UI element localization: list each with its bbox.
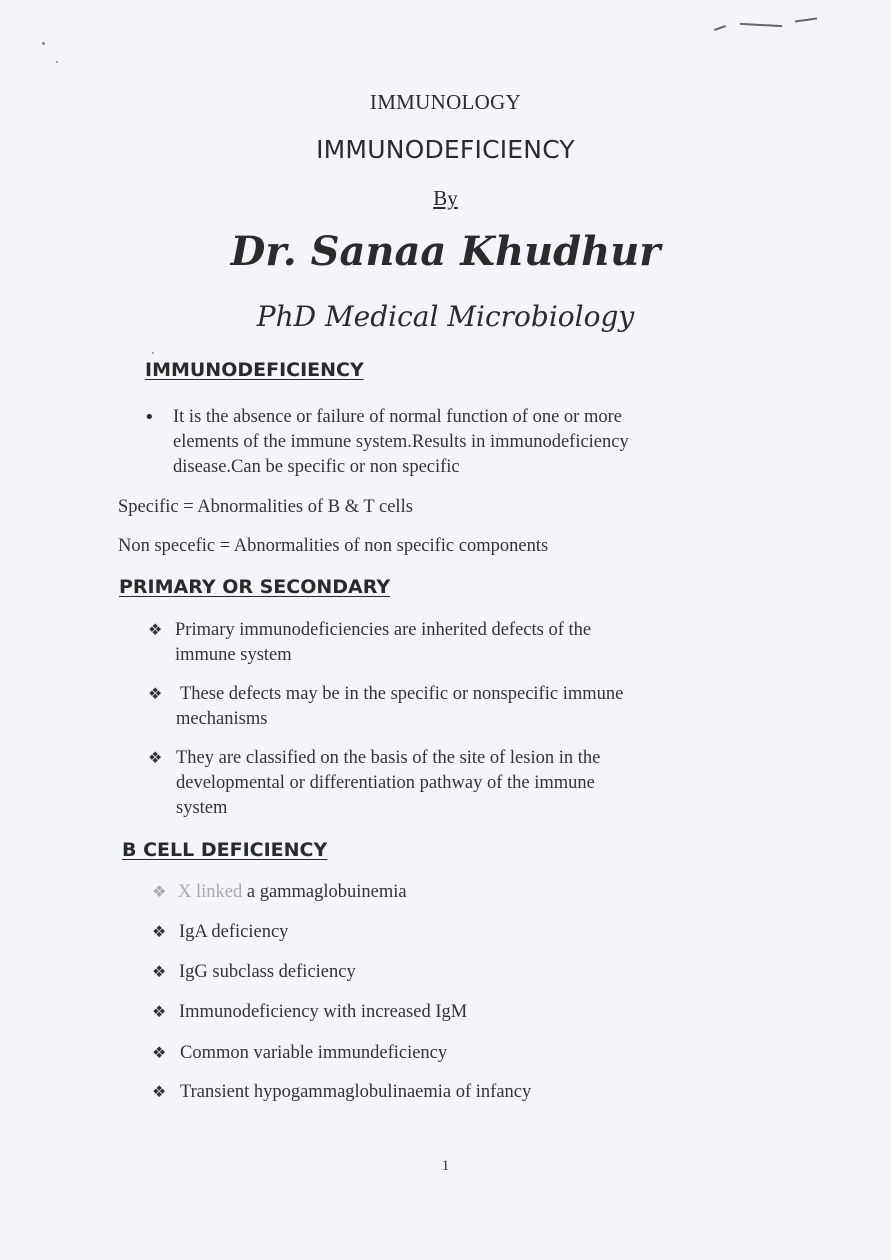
diamond-bullet-icon: ❖	[152, 1082, 167, 1101]
document-title: IMMUNODEFICIENCY	[316, 135, 575, 164]
scan-speck	[56, 61, 58, 63]
bcell-item	[178, 880, 407, 905]
diamond-bullet-icon: ❖	[152, 922, 167, 941]
diamond-bullet-icon: ❖	[152, 1002, 167, 1021]
nonspecific-definition: Non specefic = Abnormalities of non specific components	[118, 536, 549, 556]
diamond-bullet-icon: ❖	[148, 684, 163, 703]
author-degree: PhD Medical Microbiology	[256, 300, 635, 333]
diamond-bullet-icon: ❖	[152, 882, 167, 901]
bullet-icon: •	[144, 407, 155, 428]
bcell-item: Common variable immundeficiency	[180, 1043, 448, 1063]
page-number: 1	[441, 1158, 450, 1174]
author-name: Dr. Sanaa Khudhur	[230, 228, 661, 275]
section-heading-b-cell-deficiency: B CELL DEFICIENCY	[122, 839, 328, 861]
primary-item-line: Primary immunodeficiencies are inherited defects of the	[175, 620, 592, 640]
bcell-item-faded-text: X linked	[178, 882, 243, 902]
primary-item-line: They are classified on the basis of the site of lesion in the	[176, 748, 601, 768]
bcell-item-text: a gammaglobuinemia	[242, 882, 407, 902]
scan-speck	[42, 42, 45, 45]
scan-mark	[740, 23, 782, 27]
by-label: By	[433, 186, 458, 210]
section-heading-primary-secondary: PRIMARY OR SECONDARY	[119, 576, 391, 598]
definition-line: elements of the immune system.Results in immunodeficiency	[173, 432, 629, 452]
scan-speck	[152, 352, 154, 354]
section-heading-immunodeficiency: IMMUNODEFICIENCY	[145, 359, 364, 381]
diamond-bullet-icon: ❖	[148, 620, 163, 639]
primary-item-line: system	[176, 798, 228, 818]
diamond-bullet-icon: ❖	[152, 1043, 167, 1062]
definition-line: It is the absence or failure of normal function of one or more	[173, 407, 622, 427]
diamond-bullet-icon: ❖	[152, 962, 167, 981]
primary-item-line: developmental or differentiation pathway of the immune	[176, 773, 595, 793]
primary-item-line: mechanisms	[176, 709, 268, 729]
bcell-item: Immunodeficiency with increased IgM	[179, 1002, 468, 1022]
course-title: IMMUNOLOGY	[369, 90, 522, 114]
definition-line: disease.Can be specific or non specific	[173, 457, 460, 477]
bcell-item: IgG subclass deficiency	[179, 962, 356, 982]
primary-item-line: immune system	[175, 645, 292, 665]
diamond-bullet-icon: ❖	[148, 748, 163, 767]
scan-mark	[714, 25, 726, 31]
specific-definition: Specific = Abnormalities of B & T cells	[118, 497, 413, 517]
scan-mark	[795, 17, 817, 22]
primary-item-line: These defects may be in the specific or nonspecific immune	[180, 684, 624, 704]
bcell-item: Transient hypogammaglobulinaemia of infancy	[180, 1082, 532, 1102]
bcell-item: IgA deficiency	[179, 922, 289, 942]
